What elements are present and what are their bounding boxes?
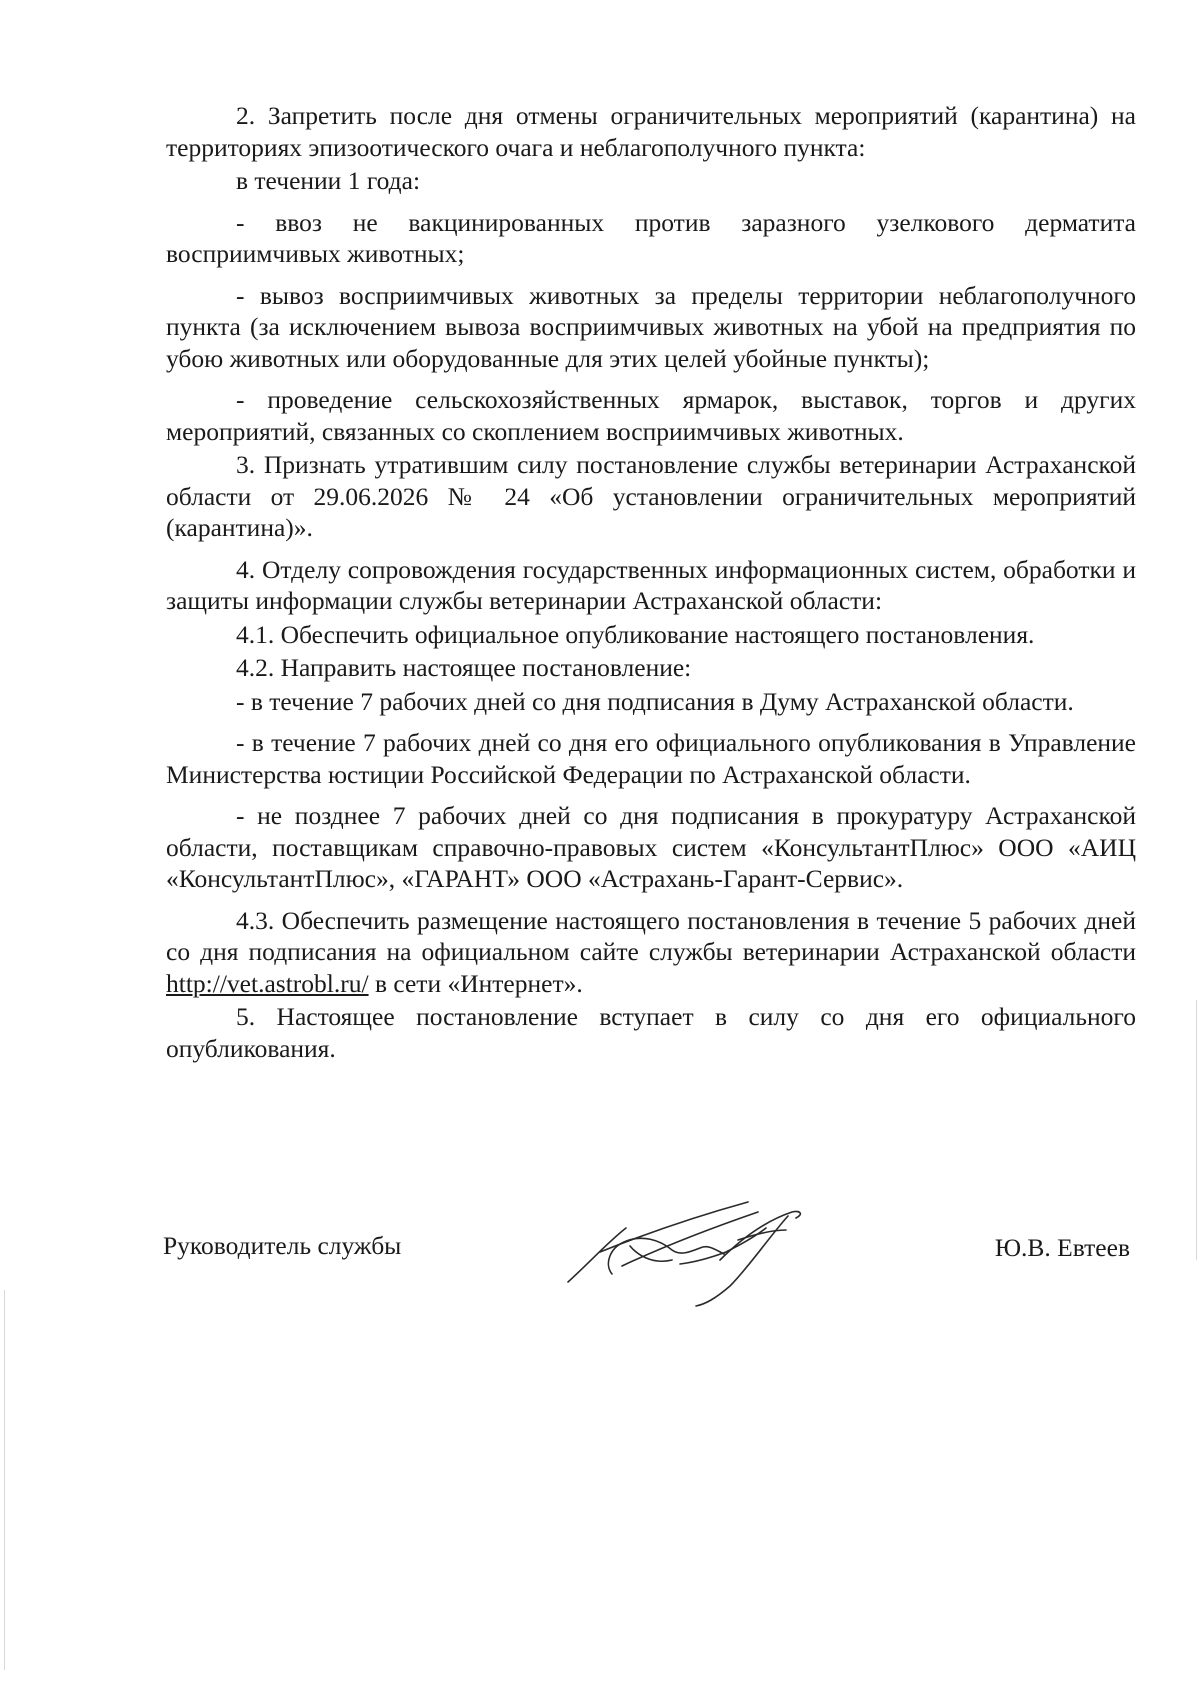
- paragraph-2-item-3: - проведение сельскохозяйственных ярмарок, выставок, торгов и других мероприятий, связанных со скоплением восприимчивых животных.: [166, 385, 1136, 446]
- website-link[interactable]: http://vet.astrobl.ru/: [166, 968, 369, 998]
- paragraph-4-3: [166, 905, 1136, 1000]
- paragraph-4-2-item-3: - не позднее 7 рабочих дней со дня подписания в прокуратуру Астраханской области, поставщикам справочно-правовых систем «КонсультантПлюс» ООО «АИЦ «КонсультантПлюс», «ГАРАНТ» ООО «Астрахань-Гарант-Сервис».: [166, 801, 1136, 893]
- paragraph-4-1: 4.1. Обеспечить официальное опубликование настоящего постановления.: [236, 619, 1035, 649]
- paragraph-4-2-item-1: - в течение 7 рабочих дней со дня подписания в Думу Астраханской области.: [236, 686, 1074, 716]
- signatory-title: Руководитель службы: [163, 1231, 402, 1260]
- paragraph-4-3-tail: в сети «Интернет».: [374, 968, 583, 998]
- scan-edge-mark: [1196, 1000, 1197, 1260]
- paragraph-3: 3. Признать утратившим силу постановление службы ветеринарии Астраханской области от 29.06.2026 № 24 «Об установлении ограничительных мероприятий (карантина)».: [166, 450, 1136, 542]
- paragraph-2-item-2: - вывоз восприимчивых животных за пределы территории неблагополучного пункта (за исключением вывоза восприимчивых животных на убой на предприятия по убою животных или оборудованные для этих целей убойные пункты);: [166, 280, 1136, 373]
- paragraph-4-2-item-2: - в течение 7 рабочих дней со дня его официального опубликования в Управление Министерства юстиции Российской Федерации по Астраханской области.: [166, 728, 1136, 789]
- paragraph-5: 5. Настоящее постановление вступает в силу со дня его официального опубликования.: [166, 1002, 1136, 1063]
- paragraph-4-3-text: 4.3. Обеспечить размещение настоящего постановления в течение 5 рабочих дней со дня подписания на официальном сайте службы ветеринарии Астраханской области: [166, 905, 1136, 966]
- paragraph-4: 4. Отделу сопровождения государственных информационных систем, обработки и защиты информации службы ветеринарии Астраханской области:: [166, 554, 1136, 615]
- handwritten-signature: [560, 1180, 860, 1310]
- paragraph-2-period: в течении 1 года:: [236, 166, 421, 195]
- document-body: [166, 100, 1136, 1064]
- paragraph-2-item-1: - ввоз не вакцинированных против заразного узелкового дерматита восприимчивых животных;: [166, 207, 1136, 268]
- signatory-name: Ю.В. Евтеев: [994, 1233, 1130, 1262]
- paragraph-2: 2. Запретить после дня отмены ограничительных мероприятий (карантина) на территориях эпизоотического очага и неблагополучного пункта:: [166, 101, 1136, 162]
- scan-edge-mark: [4, 1290, 5, 1670]
- paragraph-4-2: 4.2. Направить настоящее постановление:: [236, 653, 692, 682]
